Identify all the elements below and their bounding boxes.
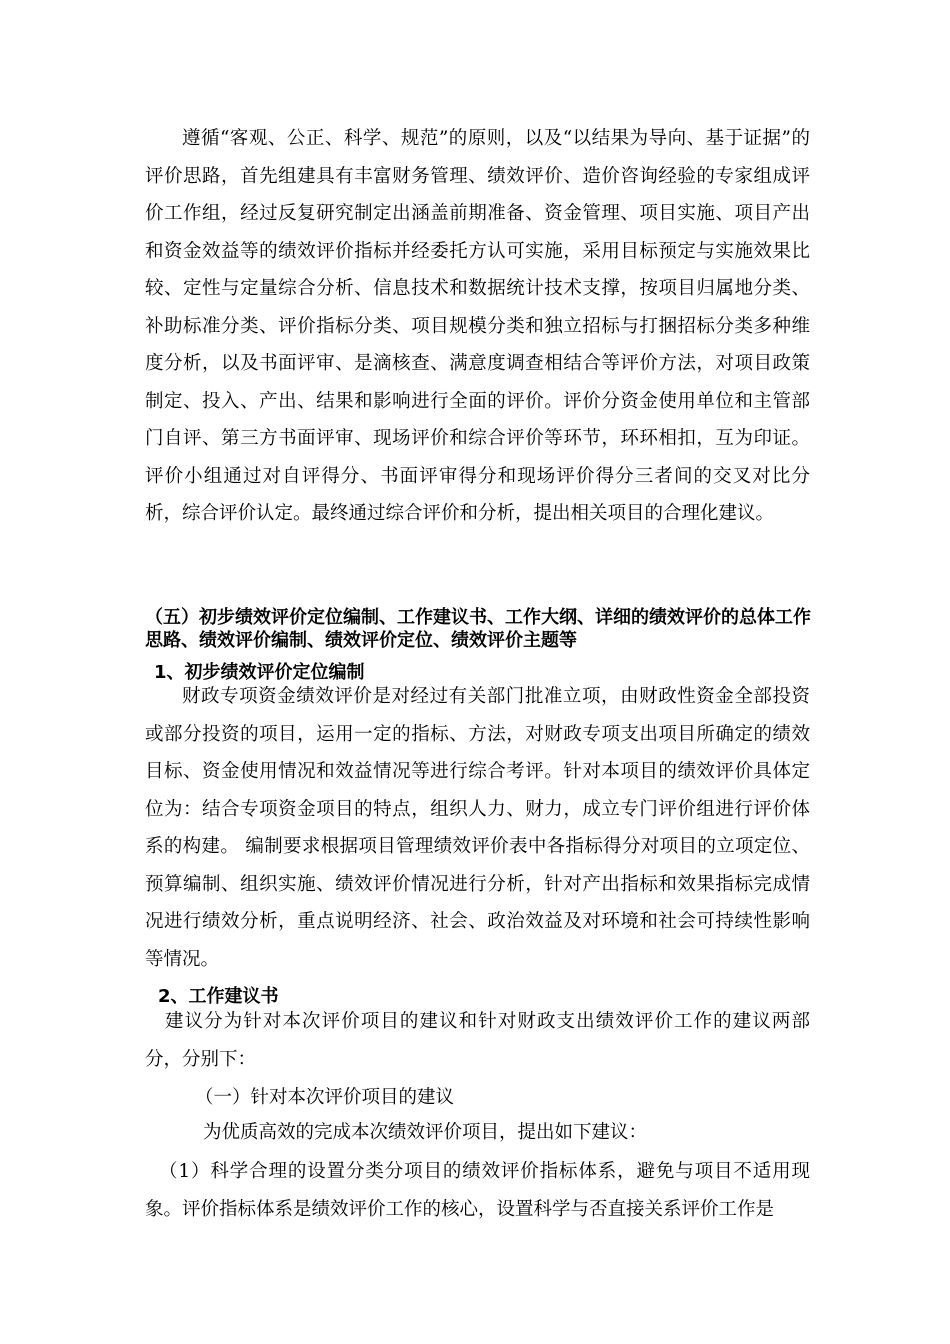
- subsection-1-heading: 1、初步绩效评价定位编制: [154, 662, 365, 683]
- item-1-intro: 为优质高效的完成本次绩效评价项目，提出如下建议：: [203, 1122, 648, 1143]
- item-1-heading: （一）针对本次评价项目的建议: [195, 1087, 455, 1108]
- subsection-1-paragraph: 财政专项资金绩效评价是对经过有关部门批准立项，由财政性资金全部投资或部分投资的项目，运用一定的指标、方法，对财政专项支出项目所确定的绩效目标、资金使用情况和效益情况等进行综合考评。针对本项目的绩效评价具体定位为：结合专项资金项目的特点，组织人力、财力，成立专门评价组进行评价体系的构建。 编制要求根据项目管理绩效评价表中各指标得分对项目的立项定位、预算编制、组织实施、绩效评价情况进行分析，针对产出指标和效果指标完成情况进行绩效分析，重点说明经济、社会、政治效益及对环境和社会可持续性影响等情况。: [145, 686, 810, 970]
- item-1-point-1: （1）科学合理的设置分类分项目的绩效评价指标体系，避免与项目不适用现象。评价指标体系是绩效评价工作的核心，设置科学与否直接关系评价工作是: [145, 1161, 810, 1220]
- section-5-heading: （五）初步绩效评价定位编制、工作建议书、工作大纲、详细的绩效评价的总体工作思路、绩效评价编制、绩效评价定位、绩效评价主题等: [145, 607, 811, 651]
- intro-paragraph: 遵循“客观、公正、科学、规范”的原则，以及“以结果为导向、基于证据”的评价思路，首先组建具有丰富财务管理、绩效评价、造价咨询经验的专家组成评价工作组，经过反复研究制定出涵盖前期准备、资金管理、项目实施、项目产出和资金效益等的绩效评价指标并经委托方认可实施，采用目标预定与实施效果比较、定性与定量综合分析、信息技术和数据统计技术支撑，按项目归属地分类、补助标准分类、评价指标分类、项目规模分类和独立招标与打捆招标分类多种维度分析，以及书面评审、是滴核查、满意度调查相结合等评价方法，对项目政策制定、投入、产出、结果和影响进行全面的评价。评价分资金使用单位和主管部门自评、第三方书面评审、现场评价和综合评价等环节，环环相扣，互为印证。评价小组通过对自评得分、书面评审得分和现场评价得分三者间的交叉对比分析，综合评价认定。最终通过综合评价和分析，提出相关项目的合理化建议。: [145, 128, 810, 524]
- subsection-2-paragraph: 建议分为针对本次评价项目的建议和针对财政支出绩效评价工作的建议两部分，分别下：: [145, 1011, 810, 1070]
- subsection-2-heading: 2、工作建议书: [158, 986, 279, 1007]
